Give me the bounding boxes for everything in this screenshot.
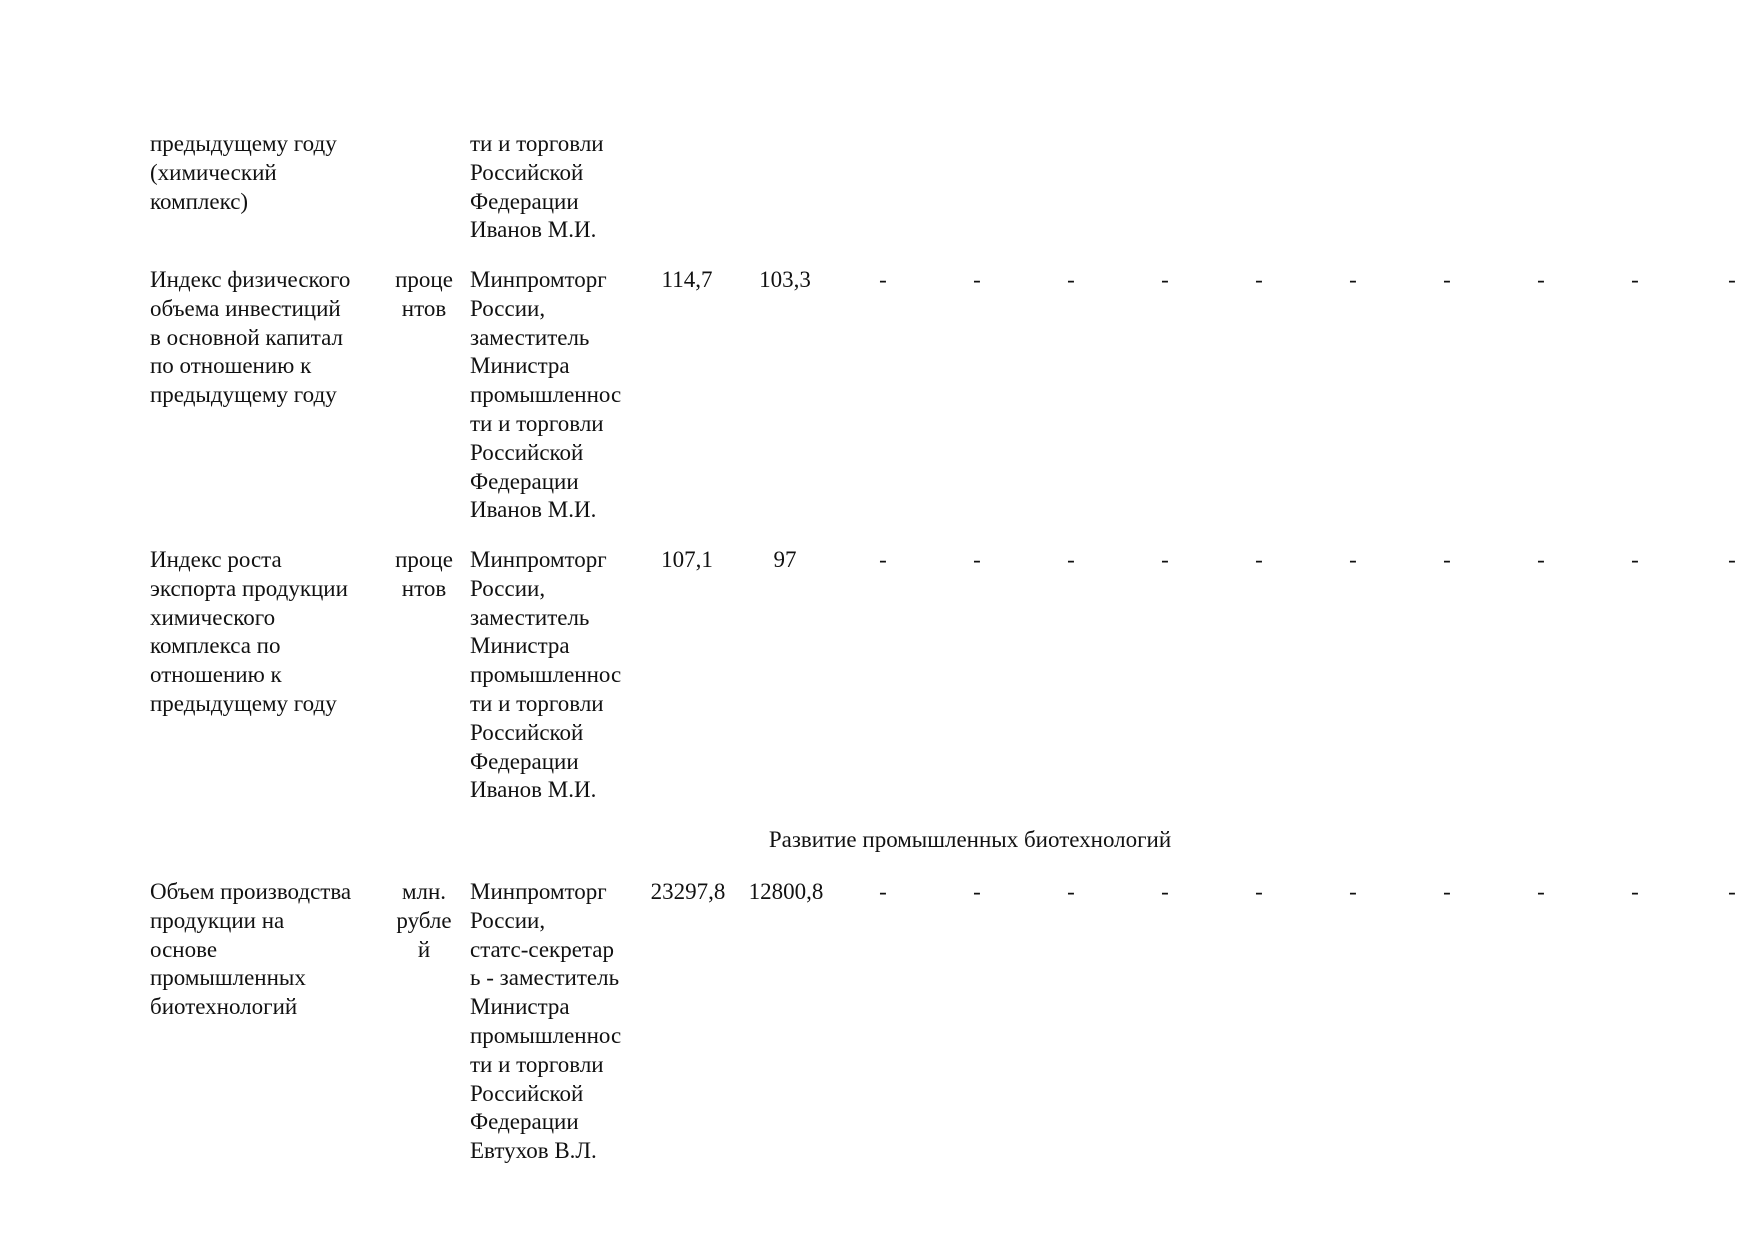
dash-value: -	[1349, 267, 1357, 292]
unit-of-measure: проце нтов	[395, 267, 453, 321]
dash-value: -	[1443, 547, 1451, 572]
indicator-name: предыдущему году (химический комплекс)	[150, 131, 337, 214]
dash-value: -	[1349, 547, 1357, 572]
unit-of-measure: млн. рубле й	[396, 879, 452, 962]
indicator-name: Индекс роста экспорта продукции химического комплекса по отношению к предыдущему году	[150, 547, 348, 716]
dash-value: -	[1161, 547, 1169, 572]
responsible-person: Минпромторг России, заместитель Министра промышленнос ти и торговли Российской Федерации Иванов М.И.	[470, 267, 622, 523]
dash-value: -	[1443, 267, 1451, 292]
dash-value: -	[1631, 267, 1639, 292]
value-year-1: 114,7	[661, 267, 713, 292]
responsible-person: Минпромторг России, заместитель Министра промышленнос ти и торговли Российской Федерации Иванов М.И.	[470, 547, 622, 803]
value-year-2: 97	[773, 547, 797, 572]
dash-value: -	[1067, 267, 1075, 292]
dash-value: -	[1255, 879, 1263, 904]
indicator-name: Объем производства продукции на основе промышленных биотехнологий	[150, 879, 352, 1020]
unit-of-measure: проце нтов	[395, 547, 453, 601]
dash-value: -	[879, 879, 887, 904]
value-year-1: 23297,8	[650, 879, 726, 904]
dash-value: -	[1067, 879, 1075, 904]
dash-value: -	[973, 879, 981, 904]
dash-value: -	[1728, 267, 1736, 292]
dash-value: -	[1537, 547, 1545, 572]
dash-value: -	[1631, 547, 1639, 572]
dash-value: -	[1161, 267, 1169, 292]
dash-value: -	[1537, 267, 1545, 292]
dash-value: -	[973, 547, 981, 572]
dash-value: -	[1255, 547, 1263, 572]
dash-value: -	[1161, 879, 1169, 904]
indicator-name: Индекс физического объема инвестиций в основной капитал по отношению к предыдущему году	[150, 267, 351, 408]
dash-value: -	[1728, 547, 1736, 572]
responsible-person: ти и торговли Российской Федерации Иванов М.И.	[470, 131, 604, 243]
section-heading: Развитие промышленных биотехнологий	[768, 827, 1172, 852]
dash-value: -	[1067, 547, 1075, 572]
responsible-person: Минпромторг России, статс-секретар ь - заместитель Министра промышленнос ти и торговли Российской Федерации Евтухов В.Л.	[470, 879, 622, 1164]
value-year-2: 103,3	[759, 267, 811, 292]
dash-value: -	[1349, 879, 1357, 904]
value-year-1: 107,1	[661, 547, 713, 572]
dash-value: -	[1537, 879, 1545, 904]
dash-value: -	[1443, 879, 1451, 904]
dash-value: -	[1255, 267, 1263, 292]
dash-value: -	[879, 547, 887, 572]
dash-value: -	[1631, 879, 1639, 904]
dash-value: -	[973, 267, 981, 292]
dash-value: -	[1728, 879, 1736, 904]
value-year-2: 12800,8	[748, 879, 824, 904]
dash-value: -	[879, 267, 887, 292]
